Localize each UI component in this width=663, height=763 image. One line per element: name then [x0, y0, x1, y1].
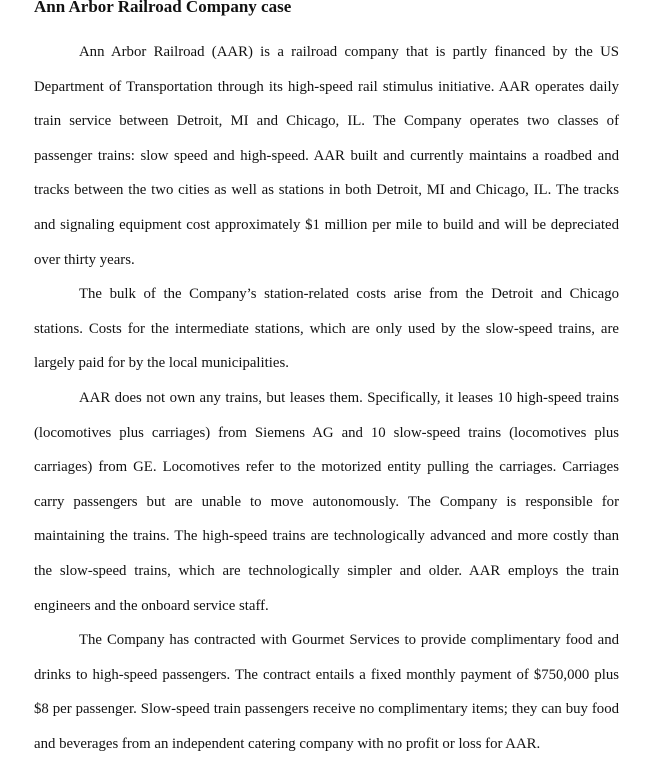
document-title: Ann Arbor Railroad Company case — [34, 0, 292, 16]
paragraph: The Company has contracted with Gourmet Services to provide complimentary food and drinks to high-speed passengers. The contract entails a fixed monthly payment of $750,000 plus $8 per passenger. Slow-speed train passengers receive no complimentary items; they can buy food and beverages from an independent catering company with no profit or loss for AAR. — [34, 632, 619, 752]
document-body — [34, 35, 619, 761]
paragraph: The bulk of the Company’s station-related costs arise from the Detroit and Chicago stations. Costs for the intermediate stations, which are only used by the slow-speed trains, are largely paid for by the local municipalities. — [34, 286, 619, 372]
paragraph: Ann Arbor Railroad (AAR) is a railroad company that is partly financed by the US Department of Transportation through its high-speed rail stimulus initiative. AAR operates daily train service between Detroit, MI and Chicago, IL. The Company operates two classes of passenger trains: slow speed and high-speed. AAR built and currently maintains a roadbed and tracks between the two cities as well as stations in both Detroit, MI and Chicago, IL. The tracks and signaling equipment cost approximately $1 million per mile to build and will be depreciated over thirty years. — [34, 44, 619, 268]
paragraph: AAR does not own any trains, but leases them. Specifically, it leases 10 high-speed trains (locomotives plus carriages) from Siemens AG and 10 slow-speed trains (locomotives plus carriages) from GE. Locomotives refer to the motorized entity pulling the carriages. Carriages carry passengers but are unable to move autonomously. The Company is responsible for maintaining the trains. The high-speed trains are technologically advanced and more costly than the slow-speed trains, which are technologically simpler and older. AAR employs the train engineers and the onboard service staff. — [34, 389, 619, 614]
document-page — [34, 0, 619, 761]
